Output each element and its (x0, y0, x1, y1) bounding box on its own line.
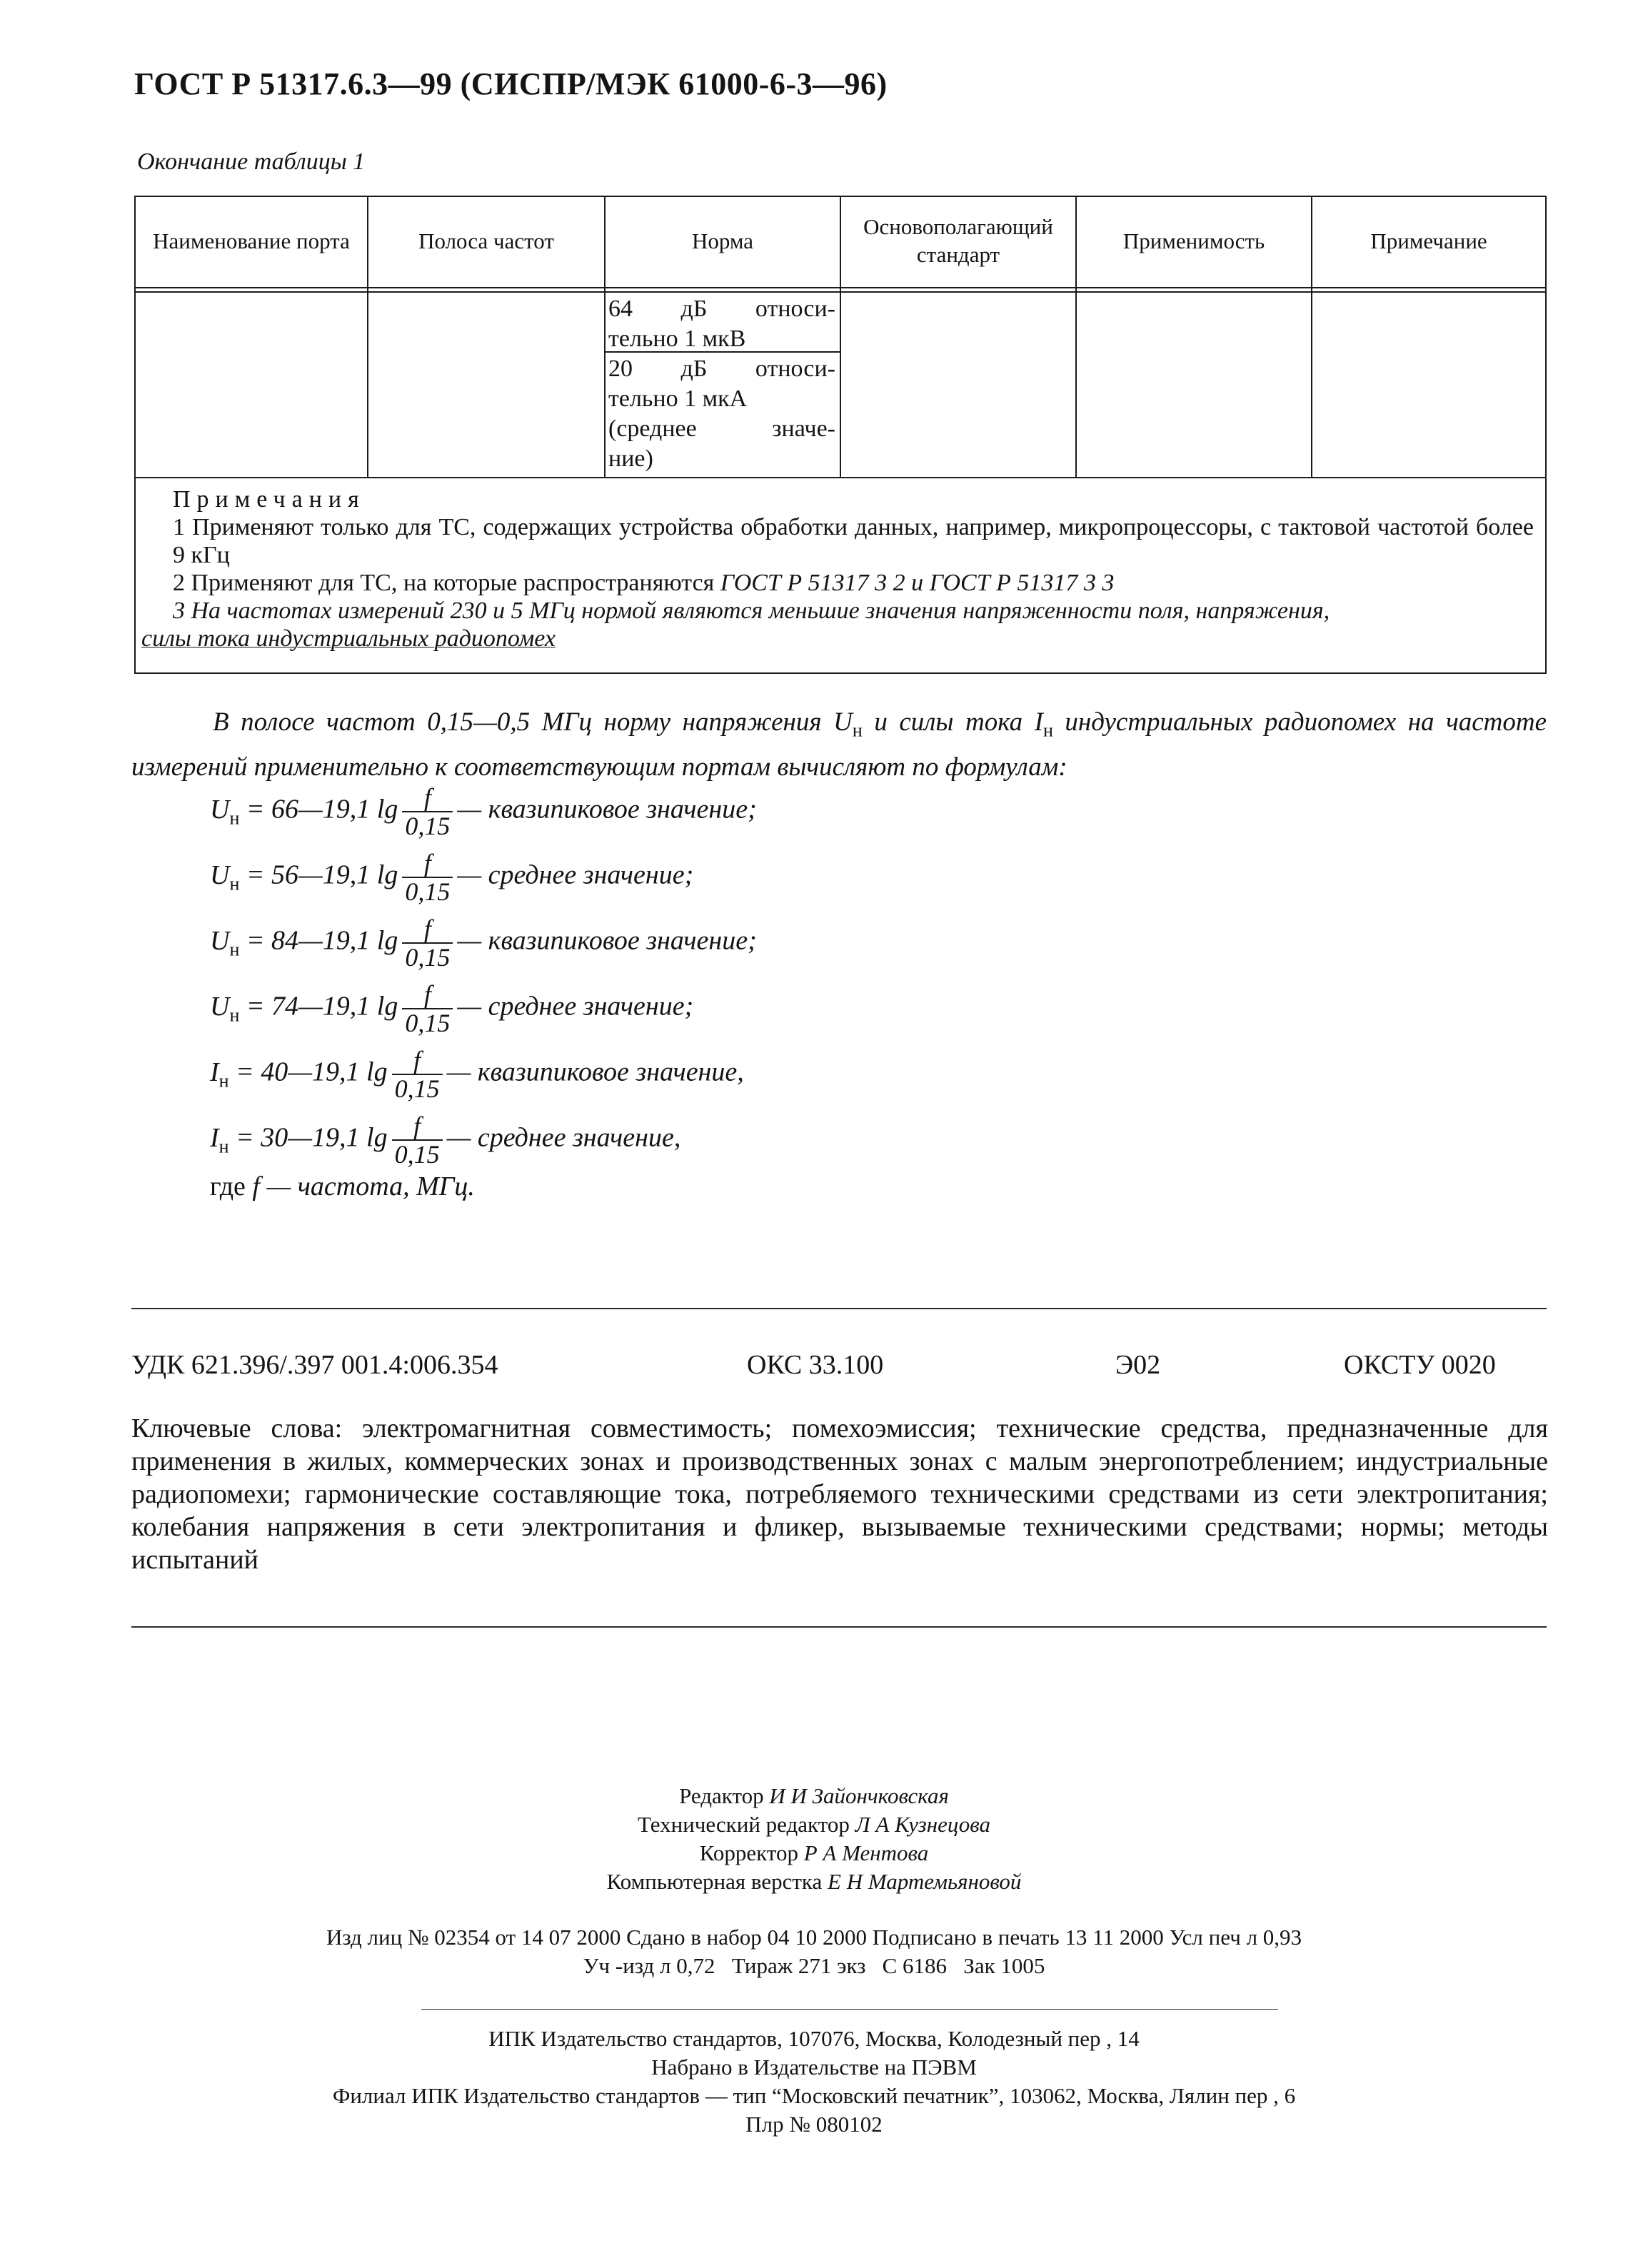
formula-variable: U (210, 991, 230, 1022)
udk-code: УДК 621.396/.397 001.4:006.354 (131, 1350, 498, 1380)
formula-subscript: н (218, 1070, 229, 1092)
formula-fraction (402, 981, 453, 1037)
formula-description: — квазипиковое значение; (457, 794, 757, 825)
formula-row (210, 1112, 680, 1169)
formula-fraction (392, 1047, 443, 1102)
formula-description: — среднее значение, (446, 1122, 681, 1153)
note-2-standard-b: ГОСТ Р 51317 3 3 (929, 570, 1115, 596)
publisher-line: Плр № 080102 (745, 2112, 883, 2137)
para-sub: н (852, 720, 863, 741)
publisher-line: Набрано в Издательстве на ПЭВМ (651, 2055, 977, 2080)
fraction-numerator: f (423, 914, 431, 943)
note-2-and: и (911, 570, 924, 596)
formula-subscript: н (229, 873, 240, 894)
table-notes-rule (134, 477, 1547, 478)
table-caption: Окончание таблицы 1 (137, 148, 366, 175)
credit-role: Технический редактор (638, 1812, 850, 1837)
publisher-info (0, 2025, 1628, 2139)
column-header-base-standard: Основополагающий стандарт (863, 214, 1053, 267)
divider-line (131, 1308, 1547, 1309)
formula-row (210, 1047, 744, 1104)
formula-description: — квазипиковое значение; (457, 925, 757, 956)
divider-line (131, 1626, 1547, 1628)
note-2-text: 2 Применяют для ТС, на которые распространяются (173, 570, 715, 596)
para-var-i: I (1034, 707, 1043, 737)
formula-row (210, 981, 693, 1038)
table-header-rule (134, 291, 1547, 293)
oks-code: ОКС 33.100 (747, 1350, 884, 1380)
credit-name: Р А Ментова (803, 1840, 929, 1865)
formula-expression: = 84—19,1 lg (246, 925, 398, 956)
formula-subscript: н (229, 807, 240, 829)
para-text-a: В полосе частот 0,15—0,5 МГц норму напряжения (213, 707, 822, 737)
column-header-port: Наименование порта (153, 228, 350, 253)
note-2-standard-a: ГОСТ Р 51317 3 2 (720, 570, 905, 596)
norm-cell-current (608, 354, 835, 474)
formula-variable: I (210, 1057, 219, 1087)
para-sub: н (1042, 720, 1053, 741)
okstu-code: ОКСТУ 0020 (1344, 1350, 1496, 1380)
credit-name: Е Н Мартемьяновой (828, 1869, 1022, 1894)
publisher-line: Филиал ИПК Издательство стандартов — тип “Московский печатник”, 103062, Москва, Лялин пер , 6 (332, 2083, 1296, 2108)
pubinfo-line-2: Уч -изд л 0,72 Тираж 271 экз С 6186 Зак 1005 (583, 1953, 1045, 1978)
credit-name: Л А Кузнецова (855, 1812, 990, 1837)
norm-line: тельно 1 мкВ (608, 326, 746, 352)
table-header-rule (134, 287, 1547, 288)
where-definition: f — частота, МГц. (252, 1171, 475, 1201)
credit-role: Корректор (699, 1840, 798, 1865)
fraction-denominator: 0,15 (402, 877, 453, 905)
fraction-denominator: 0,15 (392, 1139, 443, 1168)
credit-role: Компьютерная верстка (606, 1869, 823, 1894)
note-3: 3 На частотах измерений 230 и 5 МГц нормой являются меньшие значения напряженности поля, напряжения, (173, 598, 1330, 624)
formula-fraction (392, 1112, 443, 1168)
pubinfo-line-1: Изд лиц № 02354 от 14 07 2000 Сдано в набор 04 10 2000 Подписано в печать 13 11 2000 Усл печ л 0,93 (326, 1925, 1302, 1950)
norm-line: ние) (608, 445, 653, 472)
formula-description: — среднее значение; (457, 991, 694, 1022)
note-3-continuation: силы тока индустриальных радиопомех (141, 625, 556, 652)
formula-variable: U (210, 925, 230, 956)
credit-editor (0, 1782, 1628, 1810)
fraction-numerator: f (423, 980, 431, 1009)
column-header-applicability: Применимость (1122, 228, 1265, 253)
fraction-denominator: 0,15 (392, 1074, 443, 1102)
credit-tech-editor (0, 1810, 1628, 1839)
notes-heading: Примечания (173, 486, 366, 513)
formula-description: — среднее значение; (457, 860, 694, 890)
formula-where-clause (210, 1171, 475, 1202)
publication-info (0, 1923, 1628, 1980)
credit-role: Редактор (679, 1783, 764, 1808)
credit-layout (0, 1868, 1628, 1896)
document-header-title: ГОСТ Р 51317.6.3—99 (СИСПР/МЭК 61000-6-3—96) (134, 66, 888, 101)
norm-cell-voltage (608, 294, 835, 354)
formula-expression: = 30—19,1 lg (236, 1122, 388, 1153)
formula-variable: I (210, 1122, 219, 1153)
formula-expression: = 66—19,1 lg (246, 794, 398, 825)
formula-expression: = 40—19,1 lg (236, 1057, 388, 1087)
column-header-norm: Норма (691, 228, 754, 253)
note-1: 1 Применяют только для ТС, содержащих устройства обработки данных, например, микропроцессоры, с тактовой частотой более 9 кГц (173, 514, 1534, 568)
para-text-c: индустриальных радиопомех на частоте измерений применительно к соответствующим портам вычисляют по формулам: (131, 707, 1547, 782)
para-var-u: U (833, 707, 853, 737)
formula-fraction (402, 850, 453, 905)
fraction-numerator: f (423, 849, 431, 877)
formula-subscript: н (218, 1136, 229, 1157)
norm-line: 64 дБ относи- (608, 296, 835, 322)
norm-line: 20 дБ относи- (608, 356, 835, 382)
formula-intro-paragraph (131, 704, 1547, 786)
formula-row (210, 915, 757, 972)
credit-proofreader (0, 1839, 1628, 1868)
note-2 (141, 569, 1534, 597)
fraction-numerator: f (413, 1112, 421, 1140)
editorial-credits (0, 1782, 1628, 1896)
fraction-denominator: 0,15 (402, 942, 453, 971)
formula-fraction (402, 915, 453, 971)
keywords-paragraph: Ключевые слова: электромагнитная совместимость; помехоэмиссия; технические средства, предназначенные для применения в жилых, коммерческих зонах и производственных зонах с малым энергопотреблением; индустриальные радиопомехи; гармонические составляющие тока, потребляемого техническими средствами из сети электропитания; колебания напряжения в сети электропитания и фликер, вызываемые техническими средствами; нормы; методы испытаний (131, 1413, 1548, 1575)
publisher-line: ИПК Издательство стандартов, 107076, Москва, Колодезный пер , 14 (488, 2026, 1140, 2051)
para-text-b: и силы тока (874, 707, 1023, 737)
formula-expression: = 56—19,1 lg (246, 860, 398, 890)
fraction-numerator: f (423, 783, 431, 812)
formula-expression: = 74—19,1 lg (246, 991, 398, 1022)
norm-line: тельно 1 мкА (608, 385, 748, 412)
table-notes (141, 485, 1534, 652)
formula-fraction (402, 784, 453, 840)
e-code: Э02 (1115, 1350, 1161, 1380)
fraction-denominator: 0,15 (402, 1008, 453, 1037)
table-1-end (134, 196, 1547, 674)
divider-line (421, 2009, 1278, 2010)
formula-subscript: н (229, 939, 240, 960)
formula-row (210, 784, 757, 841)
norm-line: (среднее значе- (608, 415, 835, 442)
formula-description: — квазипиковое значение, (446, 1057, 744, 1087)
formula-subscript: н (229, 1004, 240, 1026)
formula-row (210, 850, 693, 907)
column-header-note: Примечание (1370, 228, 1487, 253)
column-header-frequency-band: Полоса частот (418, 228, 554, 253)
formula-variable: U (210, 860, 230, 890)
formula-variable: U (210, 794, 230, 825)
credit-name: И И Зайончковская (769, 1783, 949, 1808)
fraction-denominator: 0,15 (402, 811, 453, 840)
where-prefix: где (210, 1171, 246, 1201)
fraction-numerator: f (413, 1046, 421, 1074)
